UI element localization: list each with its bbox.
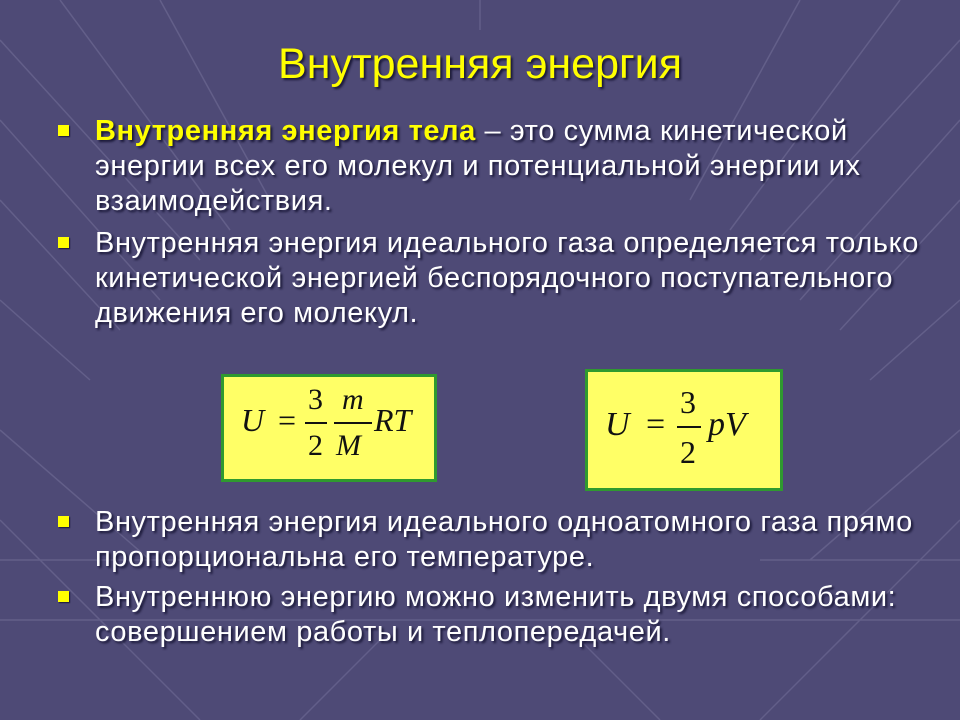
formula-lhs: U xyxy=(241,402,265,438)
fraction-denominator: 2 xyxy=(308,429,323,462)
fraction-denominator: 2 xyxy=(680,434,696,470)
bullet-emphasis: Внутренняя энергия тела xyxy=(95,115,476,147)
fraction-denominator: M xyxy=(336,429,361,462)
fraction-bar xyxy=(305,422,327,424)
formula-tail: RT xyxy=(374,402,412,438)
square-bullet-icon xyxy=(58,516,69,527)
formula-internal-energy-rt xyxy=(221,374,437,482)
formula-equals: = xyxy=(278,402,297,438)
fraction-bar xyxy=(677,426,701,428)
bullet-text: Внутреннюю энергию можно изменить двумя способами: совершением работы и теплопередачей. xyxy=(95,581,897,648)
square-bullet-icon xyxy=(58,237,69,248)
bullet-text: Внутренняя энергия идеального одноатомного газа прямо пропорциональна его температуре. xyxy=(95,506,913,573)
formula-internal-energy-pv xyxy=(585,369,783,491)
square-bullet-icon xyxy=(58,591,69,602)
formula-equals: = xyxy=(646,406,666,443)
bullet-body: – это сумма кинетической энергии всех его молекул и потенциальной энергии их взаимодействия. xyxy=(95,115,861,217)
fraction-bar xyxy=(334,422,372,424)
square-bullet-icon xyxy=(58,125,69,136)
fraction-numerator: 3 xyxy=(680,384,696,420)
slide-title: Внутренняя энергия xyxy=(278,40,682,88)
bullet-text xyxy=(95,114,925,219)
bullet-text: Внутренняя энергия идеального газа определяется только кинетической энергией беспорядочного поступательного движения его молекул. xyxy=(95,227,919,329)
fraction-numerator: 3 xyxy=(308,383,323,416)
formula-lhs: U xyxy=(605,406,630,443)
formula-tail: pV xyxy=(708,406,746,443)
fraction-numerator: m xyxy=(342,383,364,416)
